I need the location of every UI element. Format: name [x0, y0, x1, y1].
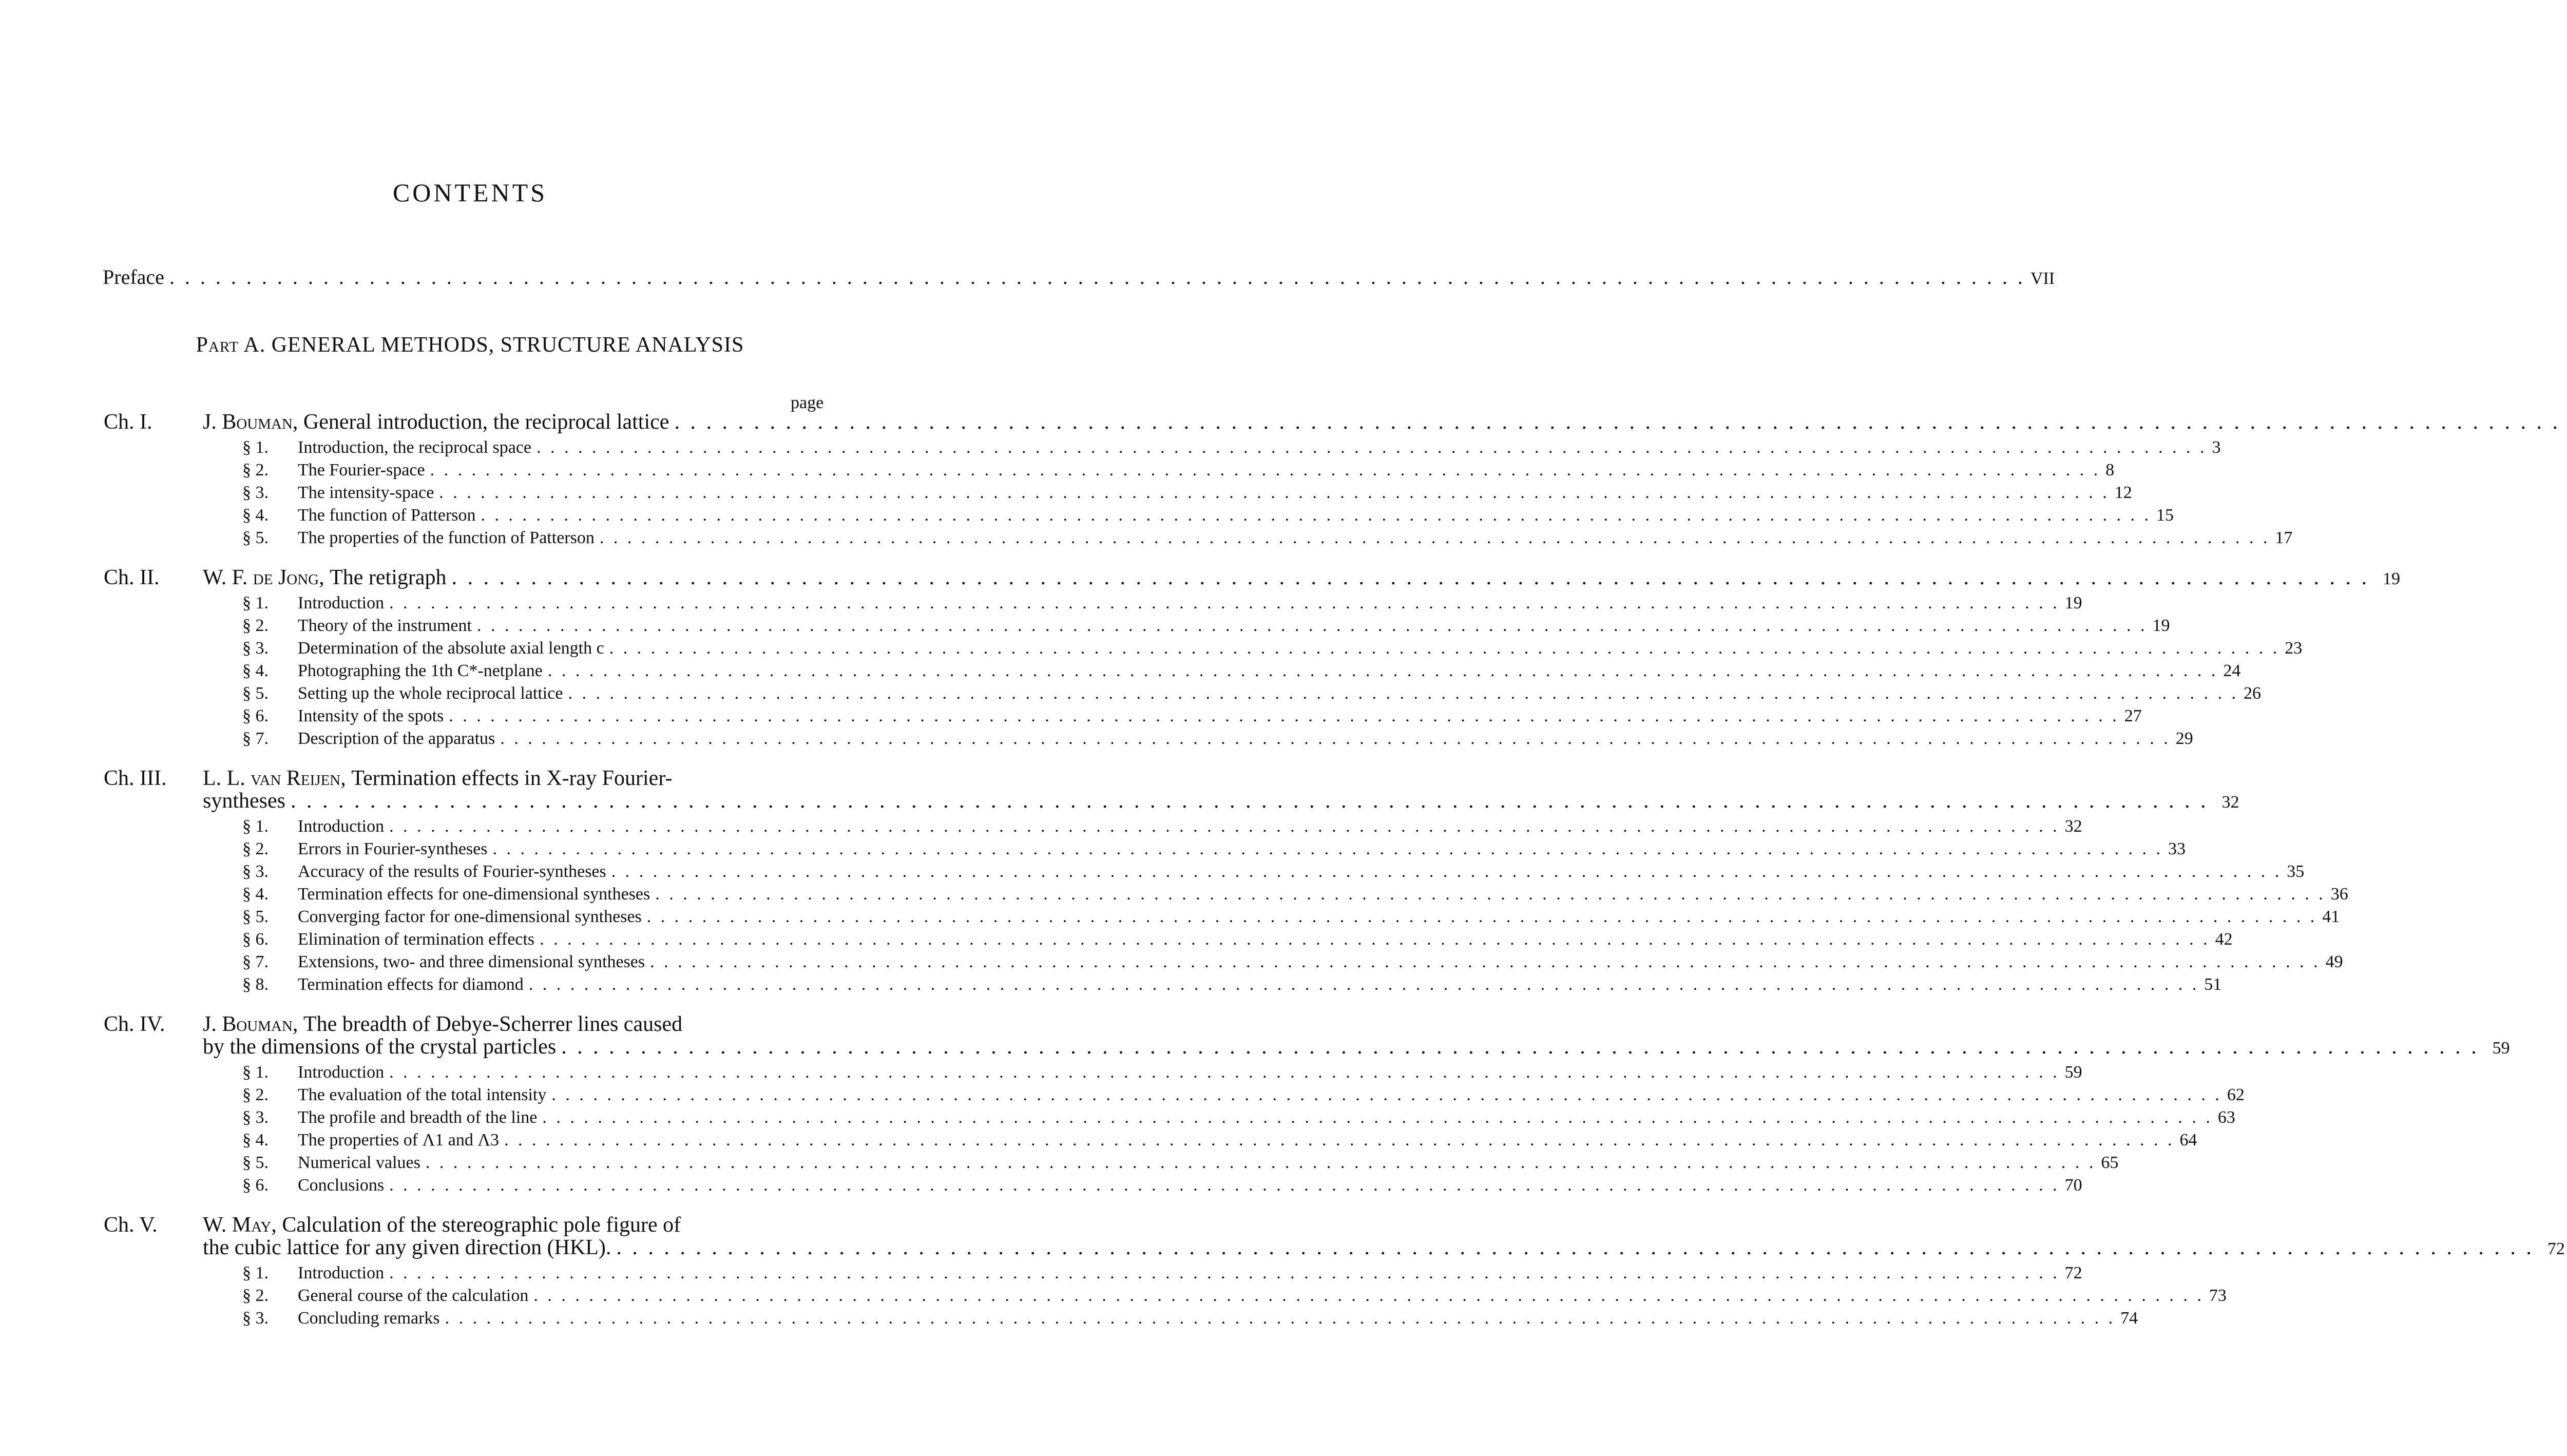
section-title: Description of the apparatus — [298, 729, 495, 748]
section-entry[interactable] — [104, 438, 2221, 461]
chapter-heading[interactable] — [104, 411, 820, 435]
leader-dots — [548, 661, 2218, 681]
chapter-author: J. Bouman, — [203, 410, 303, 434]
section-title: Photographing the 1th C*-netplane — [298, 661, 543, 680]
section-page: 51 — [2204, 975, 2222, 994]
chapter-author: W. May, — [203, 1213, 282, 1237]
chapter — [104, 1213, 2565, 1331]
section-list — [104, 1063, 2245, 1198]
section-number: § 5. — [242, 528, 269, 547]
section-page: 35 — [2287, 862, 2305, 881]
chapter-title-line — [203, 1236, 2565, 1260]
section-title: Converging factor for one-dimensional syntheses — [298, 907, 642, 926]
section-number: § 7. — [242, 729, 269, 748]
section-title: The intensity-space — [298, 483, 434, 502]
section-number: § 3. — [242, 1108, 269, 1127]
leader-dots — [430, 461, 2101, 480]
section-title: Concluding remarks — [298, 1309, 440, 1328]
section-entry[interactable] — [104, 706, 2142, 729]
section-page: 12 — [2114, 483, 2132, 502]
chapter-number: Ch. III. — [104, 767, 167, 790]
chapter-author: W. F. de Jong, — [203, 566, 330, 589]
section-title: The properties of the function of Patterson — [298, 528, 595, 547]
chapter-title-continued: syntheses — [203, 789, 285, 813]
page-title: CONTENTS — [392, 178, 548, 207]
chapter-number: Ch. II. — [104, 566, 160, 589]
section-title: Extensions, two- and three dimensional syntheses — [298, 952, 645, 971]
leader-dots — [481, 506, 2152, 525]
section-number: § 2. — [242, 839, 269, 858]
section-page: 49 — [2325, 952, 2343, 971]
section-list — [104, 438, 2293, 551]
chapter-author: L. L. van Reijen, — [203, 767, 352, 790]
chapter-page: 72 — [2547, 1239, 2565, 1258]
leader-dots — [647, 907, 2317, 927]
leader-dots — [389, 1063, 2060, 1082]
section-title: Setting up the whole reciprocal lattice — [298, 684, 563, 703]
chapter-title: W. F. de Jong, The retigraph — [203, 566, 447, 589]
chapter-title-line — [203, 1036, 2510, 1060]
section-entry[interactable] — [104, 885, 2348, 907]
section-page: 17 — [2275, 528, 2293, 547]
leader-dots — [568, 684, 2238, 703]
section-entry[interactable] — [104, 1063, 2082, 1085]
section-page: 26 — [2243, 684, 2261, 703]
leader-dots — [445, 1309, 2116, 1328]
section-number: § 4. — [242, 885, 269, 904]
section-page: 8 — [2105, 461, 2115, 480]
chapter-title: W. May, Calculation of the stereographic pole figure of — [203, 1213, 681, 1237]
section-page: 63 — [2217, 1108, 2235, 1127]
section-page: 19 — [2152, 616, 2170, 635]
section-title: Introduction, the reciprocal space — [298, 438, 532, 457]
leader-dots — [542, 1108, 2213, 1127]
section-title: The Fourier-space — [298, 461, 425, 480]
section-page: 65 — [2101, 1153, 2119, 1172]
leader-dots — [529, 975, 2199, 994]
section-title: Determination of the absolute axial length c — [298, 639, 604, 658]
section-entry[interactable] — [104, 593, 2082, 616]
chapter-number: Ch. IV. — [104, 1012, 165, 1036]
section-list — [104, 1263, 2227, 1331]
section-page: 23 — [2285, 639, 2303, 658]
section-entry[interactable] — [104, 1131, 2197, 1153]
preface-page: VII — [2030, 269, 2055, 288]
section-page: 64 — [2179, 1131, 2197, 1150]
leader-dots — [600, 528, 2270, 548]
section-number: § 4. — [242, 1131, 269, 1150]
chapter-title: J. Bouman, The breadth of Debye-Scherrer lines caused — [203, 1012, 683, 1036]
leader-dots — [439, 483, 2110, 503]
section-entry[interactable] — [104, 616, 2170, 639]
section-page: 36 — [2330, 885, 2348, 904]
chapter — [104, 566, 2401, 752]
section-page: 70 — [2064, 1176, 2082, 1195]
section-number: § 2. — [242, 616, 269, 635]
table-of-contents — [104, 410, 2565, 1347]
section-title: Termination effects for one-dimensional syntheses — [298, 885, 650, 904]
section-page: 72 — [2064, 1263, 2082, 1282]
section-entry[interactable] — [104, 528, 2293, 551]
section-entry[interactable] — [104, 661, 2241, 684]
section-number: § 3. — [242, 1309, 269, 1328]
preface-label: Preface — [103, 265, 164, 289]
chapter-title-line — [203, 1013, 2510, 1036]
section-page: 32 — [2064, 817, 2082, 836]
chapter-heading[interactable] — [104, 566, 2401, 590]
section-number: § 6. — [242, 1176, 269, 1195]
chapter — [104, 1012, 2510, 1198]
leader-dots — [389, 817, 2060, 836]
chapter-title-line — [203, 790, 2239, 814]
section-entry[interactable] — [104, 862, 2305, 885]
section-title: Errors in Fourier-syntheses — [298, 839, 488, 858]
leader-dots — [551, 1085, 2222, 1105]
section-title: Accuracy of the results of Fourier-syntheses — [298, 862, 606, 881]
chapter-title-continued: the cubic lattice for any given direction (HKL). — [203, 1236, 611, 1259]
chapter-title-block — [203, 411, 2567, 435]
chapter-heading[interactable] — [104, 1012, 2510, 1060]
section-title: Conclusions — [298, 1176, 385, 1195]
leader-dots — [426, 1153, 2096, 1173]
leader-dots — [504, 1131, 2175, 1150]
leader-dots — [650, 952, 2321, 972]
chapter-title: J. Bouman, General introduction, the reciprocal lattice — [203, 410, 669, 434]
leader-dots — [500, 729, 2171, 749]
section-number: § 3. — [242, 639, 269, 658]
section-page: 62 — [2227, 1085, 2245, 1104]
chapter-title-block — [203, 767, 2239, 814]
part-heading — [0, 333, 940, 357]
section-number: § 2. — [242, 461, 269, 480]
leader-dots — [609, 639, 2280, 658]
section-entry[interactable] — [104, 729, 2193, 752]
page-column-label: page — [791, 393, 824, 412]
chapter-number: Ch. V. — [104, 1213, 158, 1237]
section-entry[interactable] — [104, 1153, 2119, 1176]
section-number: § 4. — [242, 661, 269, 680]
section-number: § 5. — [242, 684, 269, 703]
section-list — [104, 817, 2348, 998]
chapter-heading[interactable] — [104, 1213, 2565, 1260]
part-prefix: Part — [196, 333, 239, 357]
section-entry[interactable] — [104, 1085, 2245, 1108]
section-number: § 1. — [242, 438, 269, 457]
chapter-page: 32 — [2221, 793, 2239, 812]
section-title: The properties of Λ1 and Λ3 — [298, 1131, 500, 1150]
section-entry[interactable] — [104, 461, 2115, 483]
section-entry[interactable] — [104, 1108, 2235, 1131]
section-entry[interactable] — [104, 1263, 2082, 1286]
section-number: § 7. — [242, 952, 269, 971]
leader-dots — [533, 1286, 2204, 1306]
section-page: 73 — [2209, 1286, 2227, 1305]
section-entry[interactable] — [104, 952, 2343, 975]
section-number: § 1. — [242, 593, 269, 612]
section-page: 33 — [2168, 839, 2186, 858]
section-number: § 3. — [242, 862, 269, 881]
section-entry[interactable] — [104, 483, 2132, 506]
section-entry[interactable] — [104, 907, 2340, 930]
leader-dots — [537, 438, 2207, 457]
chapter-title-line — [203, 767, 2239, 790]
chapter — [104, 410, 2293, 551]
section-entry[interactable] — [104, 684, 2261, 706]
section-title: Introduction — [298, 1263, 385, 1282]
section-title: Intensity of the spots — [298, 706, 444, 725]
section-entry[interactable] — [104, 1176, 2082, 1198]
section-number: § 4. — [242, 506, 269, 525]
section-number: § 1. — [242, 1263, 269, 1282]
leader-dots — [389, 1263, 2060, 1283]
section-page: 29 — [2175, 729, 2193, 748]
chapter-title: L. L. van Reijen, Termination effects in X-ray Fourier- — [203, 767, 673, 790]
section-number: § 6. — [242, 930, 269, 949]
leader-dots — [655, 885, 2326, 904]
section-entry[interactable] — [104, 639, 2303, 661]
section-number: § 3. — [242, 483, 269, 502]
chapter-heading[interactable] — [104, 767, 2239, 814]
section-entry[interactable] — [104, 506, 2174, 528]
section-page: 42 — [2215, 930, 2233, 949]
section-entry[interactable] — [104, 1309, 2138, 1331]
leader-dots — [169, 265, 2025, 289]
section-title: Elimination of termination effects — [298, 930, 535, 949]
section-title: The profile and breadth of the line — [298, 1108, 538, 1127]
chapter-page: 59 — [2492, 1039, 2510, 1058]
section-number: § 2. — [242, 1085, 269, 1104]
section-page: 59 — [2064, 1063, 2082, 1082]
section-entry[interactable] — [104, 1286, 2227, 1309]
part-title: A. GENERAL METHODS, STRUCTURE ANALYSIS — [243, 333, 744, 357]
section-entry[interactable] — [104, 839, 2186, 862]
leader-dots — [561, 1036, 2479, 1058]
chapter — [104, 767, 2348, 998]
leader-dots — [616, 1236, 2534, 1259]
leader-dots — [452, 566, 2370, 589]
section-number: § 8. — [242, 975, 269, 994]
chapter-title-block — [203, 1214, 2565, 1260]
section-page: 15 — [2156, 506, 2174, 525]
leader-dots — [540, 930, 2210, 949]
chapter-title-line — [203, 1214, 2565, 1236]
leader-dots — [492, 839, 2163, 859]
section-number: § 6. — [242, 706, 269, 725]
section-entry[interactable] — [104, 817, 2082, 839]
leader-dots — [611, 862, 2282, 882]
section-title: The function of Patterson — [298, 506, 476, 525]
leader-dots — [449, 706, 2119, 726]
section-page: 19 — [2064, 593, 2082, 612]
chapter-author: J. Bouman, — [203, 1012, 303, 1036]
section-title: Introduction — [298, 817, 385, 836]
section-number: § 1. — [242, 817, 269, 836]
section-number: § 5. — [242, 907, 269, 926]
section-title: Termination effects for diamond — [298, 975, 524, 994]
chapter-title-block — [203, 566, 2400, 590]
section-title: General course of the calculation — [298, 1286, 529, 1305]
leader-dots — [389, 1176, 2060, 1195]
leader-dots — [389, 593, 2060, 613]
leader-dots — [291, 790, 2209, 812]
section-title: Introduction — [298, 1063, 385, 1082]
section-number: § 2. — [242, 1286, 269, 1305]
section-page: 27 — [2124, 706, 2142, 725]
section-title: Theory of the instrument — [298, 616, 472, 635]
chapter-title-continued: by the dimensions of the crystal particles — [203, 1035, 557, 1059]
chapter-number: Ch. I. — [104, 410, 152, 434]
chapter-page: 19 — [2383, 569, 2401, 588]
section-title: Numerical values — [298, 1153, 420, 1172]
section-title: The evaluation of the total intensity — [298, 1085, 547, 1104]
leader-dots — [477, 616, 2148, 636]
section-page: 74 — [2120, 1309, 2138, 1328]
section-title: Introduction — [298, 593, 385, 612]
section-page: 24 — [2223, 661, 2241, 680]
section-entry[interactable] — [104, 930, 2233, 952]
leader-dots — [674, 411, 2567, 433]
section-number: § 1. — [242, 1063, 269, 1082]
section-list — [104, 593, 2303, 752]
section-page: 41 — [2322, 907, 2340, 926]
section-page: 3 — [2212, 438, 2221, 457]
chapter-title-block — [203, 1013, 2510, 1060]
section-entry[interactable] — [104, 975, 2222, 998]
preface-entry[interactable] — [103, 265, 2055, 289]
section-number: § 5. — [242, 1153, 269, 1172]
